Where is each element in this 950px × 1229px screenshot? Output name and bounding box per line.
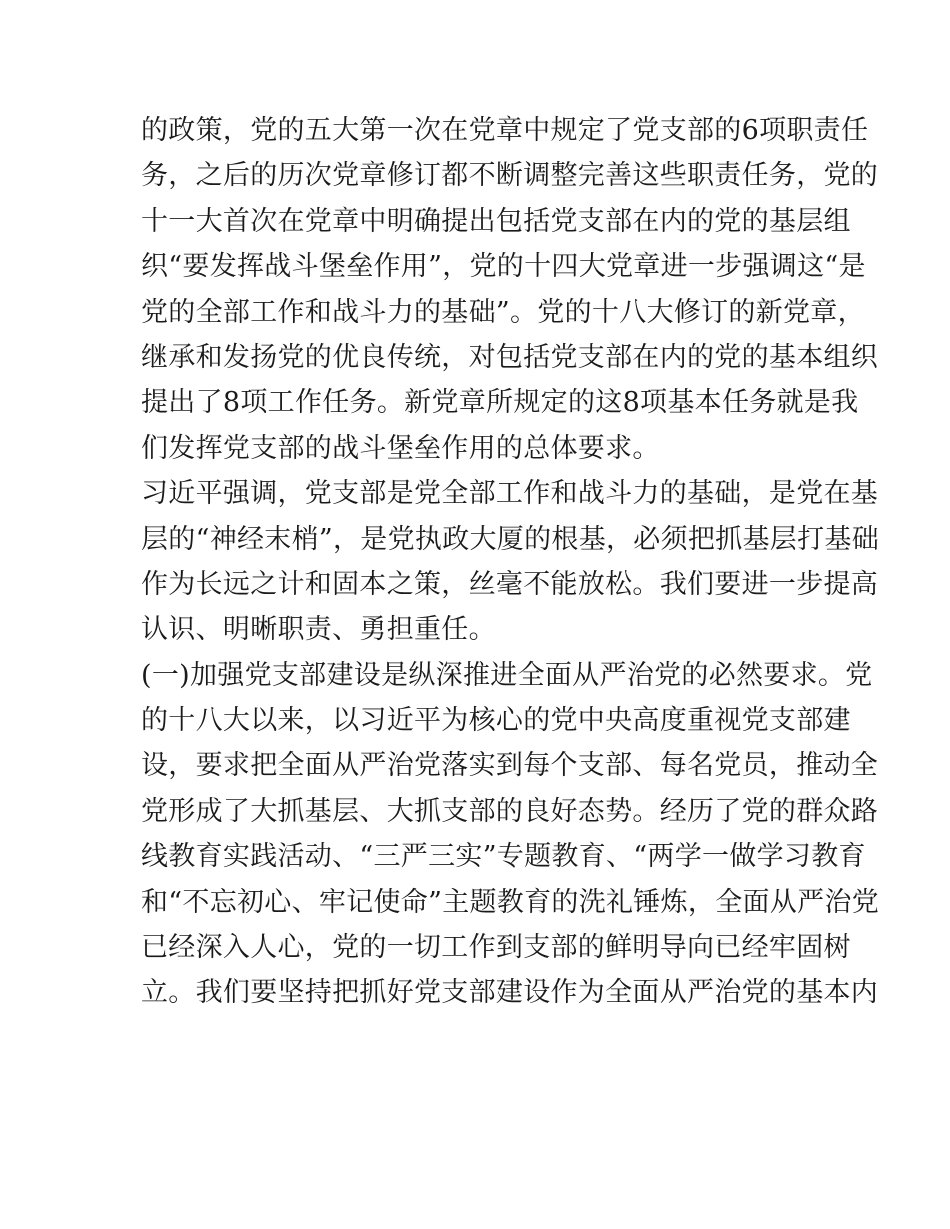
text-line: 的政策，党的五大第一次在党章中规定了党支部的6项职责任	[141, 115, 869, 146]
text-line: 和“不忘初心、牢记使命”主题教育的洗礼锤炼，全面从严治党	[141, 886, 880, 918]
text-line: 党形成了大抓基层、大抓支部的良好态势。经历了党的群众路	[141, 795, 879, 827]
body-text	[141, 108, 880, 1016]
text-line: 提出了8项工作任务。新党章所规定的这8项基本任务就是我	[141, 387, 859, 419]
text-line: 党的全部工作和战斗力的基础”。党的十八大修订的新党章，	[141, 296, 865, 328]
text-line: 立。我们要坚持把抓好党支部建设作为全面从严治党的基本内	[141, 977, 879, 1009]
text-line: 习近平强调，党支部是党全部工作和战斗力的基础，是党在基	[141, 478, 879, 510]
text-line: (一)加强党支部建设是纵深推进全面从严治党的必然要求。党	[141, 659, 873, 691]
text-line: 们发挥党支部的战斗堡垒作用的总体要求。	[141, 432, 660, 464]
text-line: 认识、明晰职责、勇担重任。	[141, 614, 496, 646]
text-line: 十一大首次在党章中明确提出包括党支部在内的党的基层组	[141, 205, 851, 237]
text-line: 线教育实践活动、“三严三实”专题教育、“两学一做学习教育	[141, 841, 866, 873]
text-line: 务，之后的历次党章修订都不断调整完善这些职责任务，党的	[141, 160, 879, 192]
text-line: 层的“神经末梢”，是党执政大厦的根基，必须把抓基层打基础	[141, 523, 880, 555]
text-line: 作为长远之计和固本之策，丝毫不能放松。我们要进一步提高	[141, 568, 879, 600]
text-line: 的十八大以来，以习近平为核心的党中央高度重视党支部建	[141, 705, 851, 737]
text-line: 继承和发扬党的优良传统，对包括党支部在内的党的基本组织	[141, 341, 879, 373]
text-line: 织“要发挥战斗堡垒作用”，党的十四大党章进一步强调这“是	[141, 251, 866, 283]
text-line: 设，要求把全面从严治党落实到每个支部、每名党员，推动全	[141, 750, 879, 782]
text-line: 已经深入人心，党的一切工作到支部的鲜明导向已经牢固树	[141, 932, 851, 964]
